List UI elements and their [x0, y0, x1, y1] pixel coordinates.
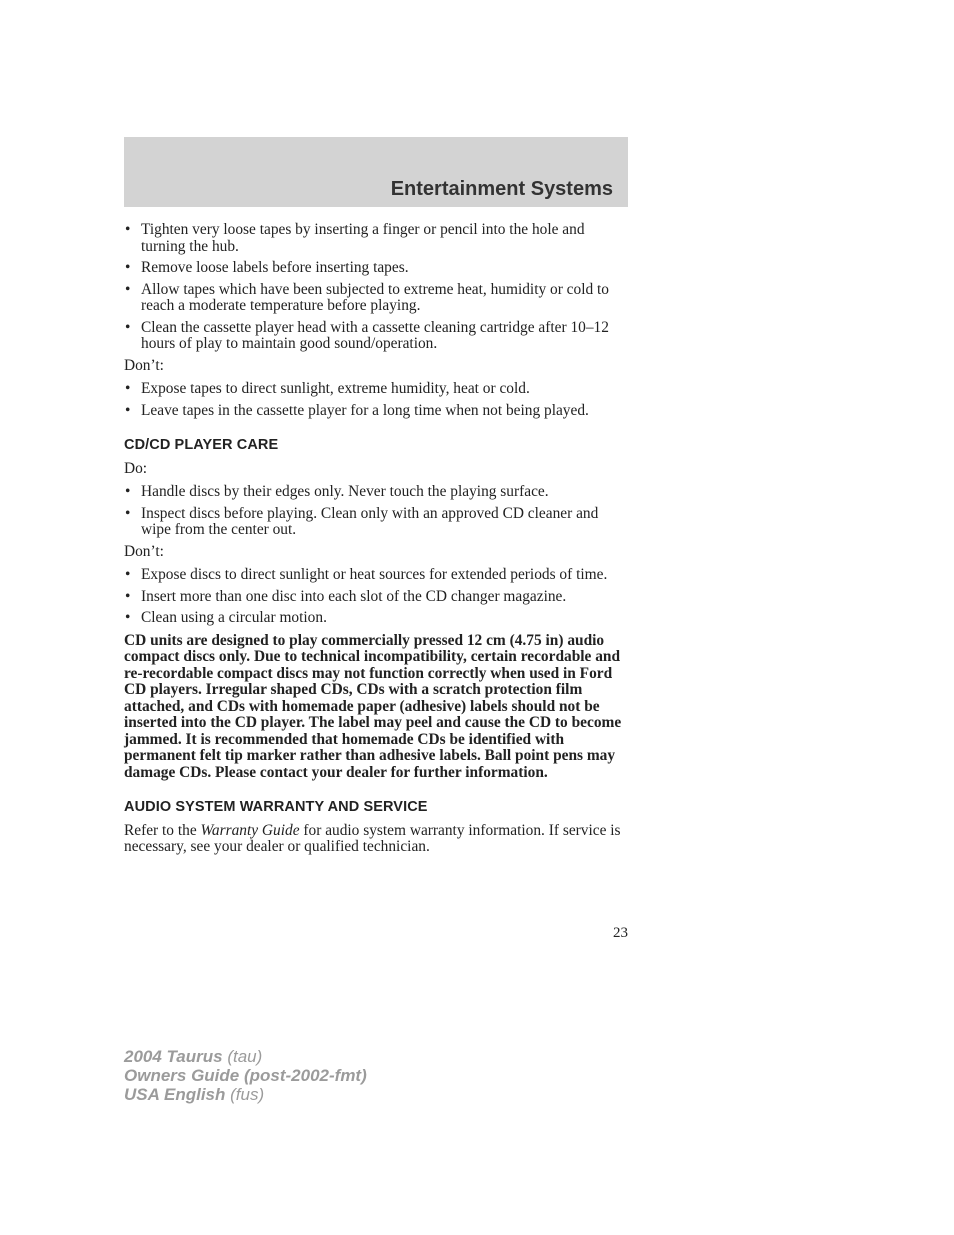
cd-dont-label: Don’t:: [124, 542, 164, 560]
footer-model: 2004 Taurus: [124, 1047, 223, 1066]
section-header: [124, 137, 628, 207]
list-item: • Insert more than one disc into each slot of the CD changer magazine.: [124, 589, 629, 606]
warranty-heading: AUDIO SYSTEM WARRANTY AND SERVICE: [124, 799, 428, 815]
list-item: • Clean using a circular motion.: [124, 610, 629, 627]
cd-care-heading: CD/CD PLAYER CARE: [124, 437, 279, 453]
document-footer: [124, 1047, 367, 1104]
footer-guide: Owners Guide (post-2002-fmt): [124, 1066, 367, 1085]
list-item: • Allow tapes which have been subjected to extreme heat, humidity or cold to reach a moderate temperature before playing.: [124, 282, 629, 315]
warranty-guide-title: Warranty Guide: [200, 821, 300, 839]
list-item: • Tighten very loose tapes by inserting a finger or pencil into the hole and turning the hub.: [124, 222, 629, 255]
page-content: [124, 222, 629, 856]
list-item: • Remove loose labels before inserting tapes.: [124, 260, 629, 277]
cd-do-list: [124, 484, 629, 539]
tape-dont-list: [124, 381, 629, 419]
warranty-text-after: for audio system warranty information. If service is necessary, see your dealer or qualified technician.: [124, 821, 621, 855]
list-item: • Leave tapes in the cassette player for a long time when not being played.: [124, 403, 629, 420]
list-item: • Expose tapes to direct sunlight, extreme humidity, heat or cold.: [124, 381, 629, 398]
footer-line-1: [124, 1047, 367, 1066]
list-item: • Clean the cassette player head with a cassette cleaning cartridge after 10–12 hours of play to maintain good sound/operation.: [124, 320, 629, 353]
page-number: 23: [613, 925, 628, 941]
tape-dont-label: Don’t:: [124, 356, 164, 374]
footer-model-code: (tau): [222, 1047, 263, 1066]
warranty-text-before: Refer to the: [124, 821, 201, 839]
list-item: • Expose discs to direct sunlight or heat sources for extended periods of time.: [124, 567, 629, 584]
footer-line-2: [124, 1066, 367, 1085]
tape-do-list: [124, 222, 629, 353]
footer-language: USA English: [124, 1085, 226, 1104]
list-item: • Handle discs by their edges only. Never touch the playing surface.: [124, 484, 629, 501]
cd-compatibility-note: CD units are designed to play commercially pressed 12 cm (4.75 in) audio compact discs only. Due to technical incompatibility, certain recordable and re-recordable compact discs may not function correctly when used in Ford CD players. Irregular shaped CDs, CDs with a scratch protection film attached, and CDs with homemade paper (adhesive) labels should not be inserted into the CD player. The label may peel and cause the CD to become jammed. It is recommended that homemade CDs be identified with permanent felt tip marker rather than adhesive labels. Ball point pens may damage CDs. Please contact your dealer for further information.: [124, 631, 622, 781]
section-title: Entertainment Systems: [390, 178, 613, 200]
footer-language-code: (fus): [225, 1085, 265, 1104]
list-item: • Inspect discs before playing. Clean only with an approved CD cleaner and wipe from the center out.: [124, 506, 629, 539]
cd-dont-list: [124, 567, 629, 627]
footer-line-3: [124, 1085, 367, 1104]
cd-do-label: Do:: [124, 459, 148, 477]
warranty-text: [124, 823, 629, 856]
